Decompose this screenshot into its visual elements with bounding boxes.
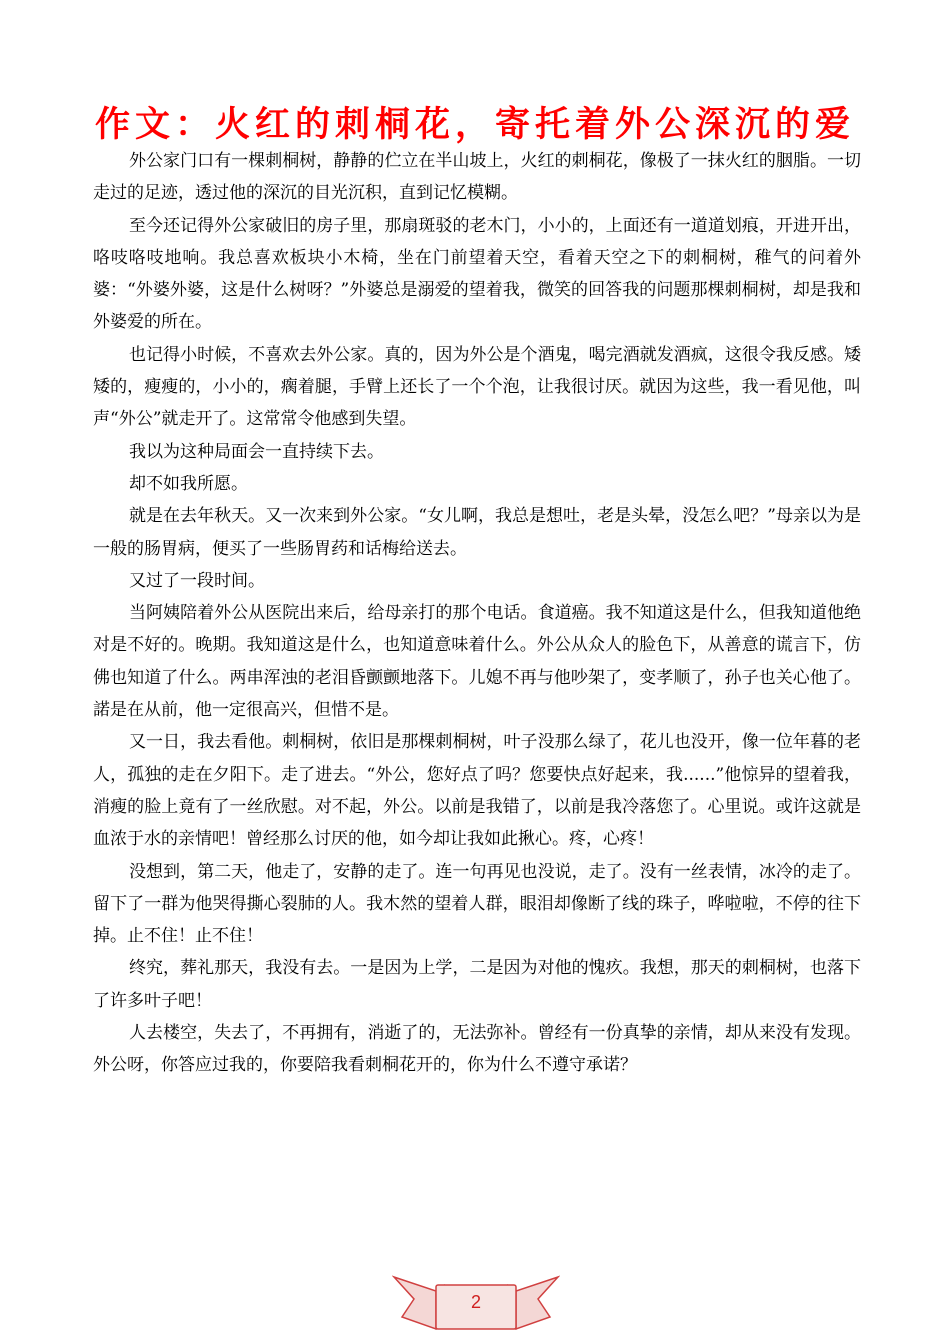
paragraph: 外公家门口有一棵刺桐树，静静的伫立在半山坡上，火红的刺桐花，像极了一抹火红的胭脂。一切走过的足迹，透过他的深沉的目光沉积，直到记忆模糊。 bbox=[93, 151, 861, 204]
paragraph: 当阿姨陪着外公从医院出来后，给母亲打的那个电话。食道癌。我不知道这是什么，但我知道他绝对是不好的。晚期。我知道这是什么，也知道意味着什么。外公从众人的脸色下，从善意的谎言下，仿佛也知道了什么。两串浑浊的老泪昏颤颤地落下。儿媳不再与他吵架了，变孝顺了，孙子也关心他了。諾是在从前，他一定很高兴，但惜不是。 bbox=[93, 603, 861, 721]
paragraph: 又过了一段时间。 bbox=[129, 570, 265, 591]
document-title: 作文：火红的刺桐花，寄托着外公深沉的爱 bbox=[94, 105, 855, 145]
paragraph: 却不如我所愿。 bbox=[129, 473, 248, 494]
article-body bbox=[93, 145, 861, 1082]
paragraph: 又一日，我去看他。刺桐树，依旧是那棵刺桐树，叶子没那么绿了，花儿也没开，像一位年暮的老人，孤独的走在夕阳下。走了进去。“外公，您好点了吗？您要快点好起来，我......”他惊异的望着我，消瘦的脸上竟有了一丝欣慰。对不起，外公。以前是我错了，以前是我冷落您了。心里说。或许这就是血浓于水的亲情吧！曾经那么讨厌的他，如今却让我如此揪心。疼，心疼！ bbox=[93, 732, 861, 850]
paragraph: 至今还记得外公家破旧的房子里，那扇斑驳的老木门，小小的，上面还有一道道划痕，开进开出，咯吱咯吱地响。我总喜欢板块小木椅，坐在门前望着天空，看着天空之下的刺桐树，稚气的问着外婆：“外婆外婆，这是什么树呀？”外婆总是溺爱的望着我，微笑的回答我的问题那棵刺桐树，却是我和外婆爱的所在。 bbox=[93, 215, 861, 333]
paragraph: 也记得小时候，不喜欢去外公家。真的，因为外公是个酒鬼，喝完酒就发酒疯，这很令我反感。矮矮的，瘦瘦的，小小的，瘸着腿，手臂上还长了一个个泡，让我很讨厌。就因为这些，我一看见他，叫声“外公”就走开了。这常常令他感到失望。 bbox=[93, 344, 861, 430]
paragraph: 人去楼空，失去了，不再拥有，消逝了的，无法弥补。曾经有一份真挚的亲情，却从来没有发现。外公呀，你答应过我的，你要陪我看刺桐花开的，你为什么不遵守承诺？ bbox=[93, 1023, 861, 1076]
paragraph: 我以为这种局面会一直持续下去。 bbox=[129, 441, 384, 462]
ribbon-right-tail bbox=[516, 1277, 558, 1329]
ribbon-left-tail bbox=[394, 1277, 436, 1329]
paragraph: 没想到，第二天，他走了，安静的走了。连一句再见也没说，走了。没有一丝表情，冰冷的走了。留下了一群为他哭得撕心裂肺的人。我木然的望着人群，眼泪却像断了线的珠子，哗啦啦，不停的往下掉。止不住！止不住！ bbox=[93, 861, 861, 947]
paragraph: 终究，葬礼那天，我没有去。一是因为上学，二是因为对他的愧疚。我想，那天的刺桐树，也落下了许多叶子吧！ bbox=[93, 958, 861, 1011]
page-number: 2 bbox=[470, 1292, 481, 1312]
paragraph: 就是在去年秋天。又一次来到外公家。“女儿啊，我总是想吐，老是头晕，没怎么吧？”母亲以为是一般的肠胃病，便买了一些肠胃药和话梅给送去。 bbox=[93, 506, 861, 559]
